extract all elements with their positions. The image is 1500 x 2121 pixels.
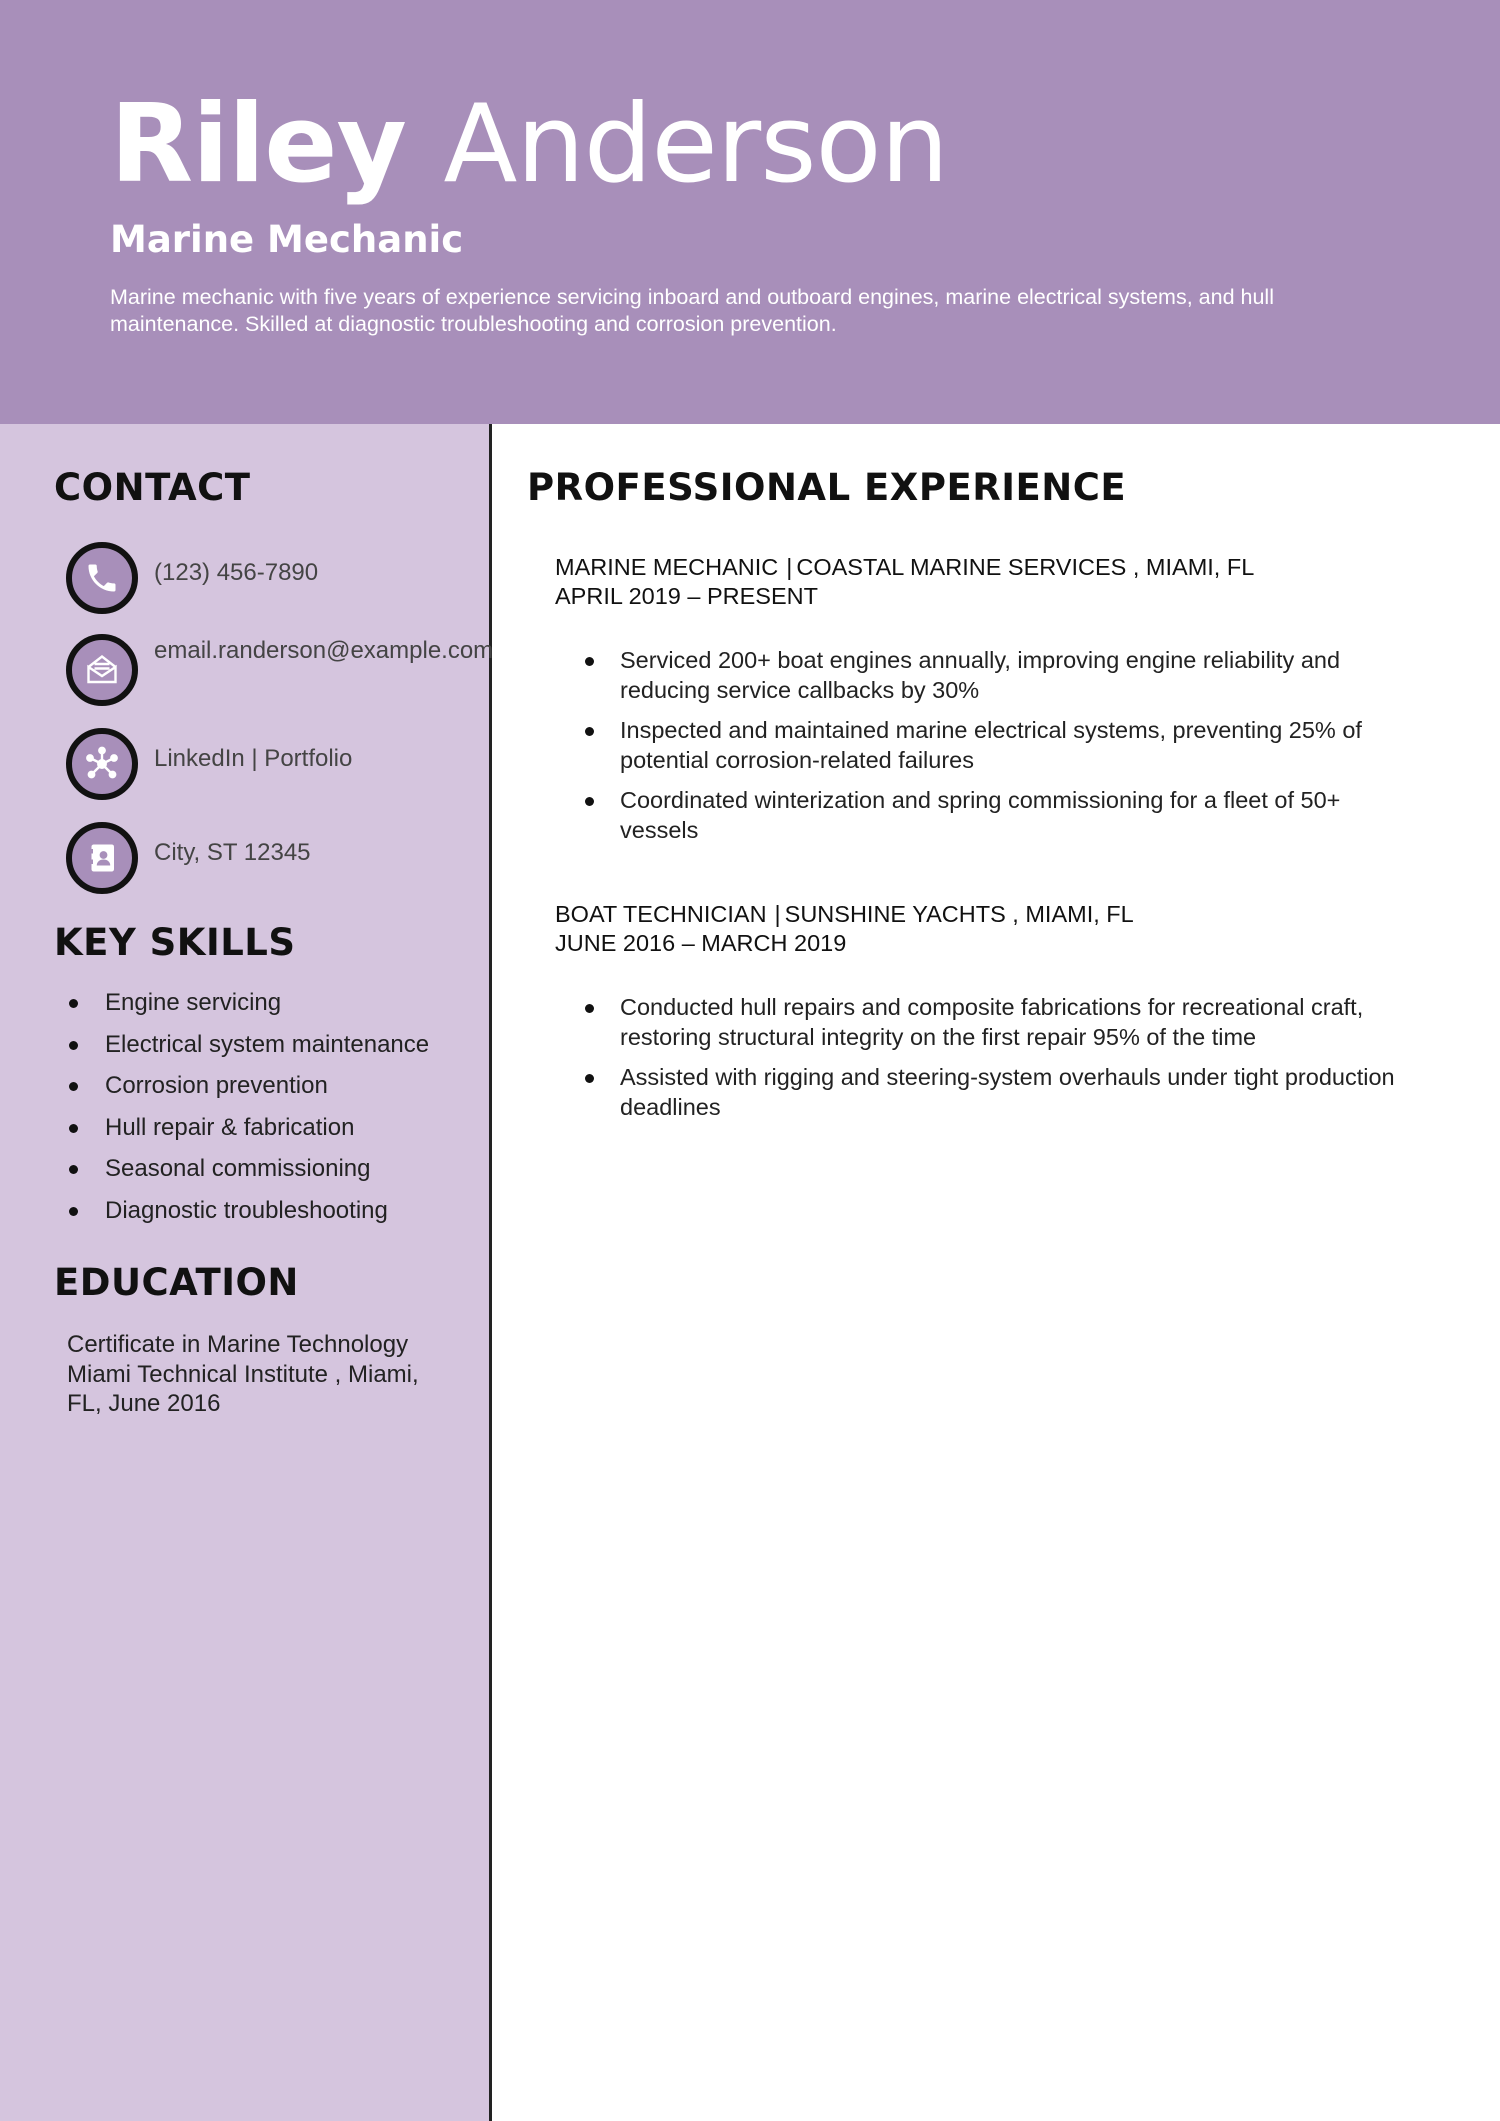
job-bullet: Conducted hull repairs and composite fabrications for recreational craft, restoring structural integrity on the first repair 95% of the time bbox=[580, 993, 1410, 1052]
job-bullet: Assisted with rigging and steering-system overhauls under tight production deadlines bbox=[580, 1063, 1410, 1122]
job-header bbox=[555, 900, 1134, 958]
experience-heading: PROFESSIONAL EXPERIENCE bbox=[527, 466, 1127, 509]
job-bullet: Serviced 200+ boat engines annually, improving engine reliability and reducing service callbacks by 30% bbox=[580, 646, 1410, 705]
skills-heading: KEY SKILLS bbox=[54, 921, 296, 964]
address-text: City, ST 12345 bbox=[154, 839, 311, 866]
job-role: BOAT TECHNICIAN bbox=[555, 901, 767, 927]
skill-item: Engine servicing bbox=[55, 985, 429, 1027]
job-role-line: MARINE MECHANIC | COASTAL MARINE SERVICES , MIAMI, FL bbox=[555, 554, 1255, 580]
job-dates: APRIL 2019 – PRESENT bbox=[555, 583, 818, 609]
job-bullets bbox=[580, 993, 1410, 1133]
candidate-name bbox=[110, 80, 948, 210]
phone-text: (123) 456-7890 bbox=[154, 559, 319, 586]
summary: Marine mechanic with five years of experience servicing inboard and outboard engines, marine electrical systems, and hull maintenance. Skilled at diagnostic troubleshooting and corrosion prevention. bbox=[110, 285, 1274, 336]
header-banner bbox=[0, 0, 1500, 424]
phone-icon bbox=[66, 542, 138, 614]
skill-item: Seasonal commissioning bbox=[55, 1151, 429, 1193]
education-entry: Certificate in Marine Technology Miami Technical Institute , Miami, FL, June 2016 bbox=[67, 1331, 419, 1417]
last-name: Anderson bbox=[443, 82, 948, 207]
skill-item: Electrical system maintenance bbox=[55, 1027, 429, 1069]
job-header bbox=[555, 553, 1254, 611]
education-heading: EDUCATION bbox=[54, 1261, 299, 1304]
contact-heading: CONTACT bbox=[54, 466, 251, 509]
network-icon bbox=[66, 728, 138, 800]
job-role: MARINE MECHANIC bbox=[555, 554, 779, 580]
skill-item: Diagnostic troubleshooting bbox=[55, 1193, 429, 1235]
first-name: Riley bbox=[110, 82, 406, 207]
job-role-line: BOAT TECHNICIAN | SUNSHINE YACHTS , MIAMI, FL bbox=[555, 901, 1134, 927]
job-dates: JUNE 2016 – MARCH 2019 bbox=[555, 930, 847, 956]
skill-item: Hull repair & fabrication bbox=[55, 1110, 429, 1152]
skill-item: Corrosion prevention bbox=[55, 1068, 429, 1110]
job-title: Marine Mechanic bbox=[110, 218, 464, 261]
address-icon bbox=[66, 822, 138, 894]
job-bullet: Inspected and maintained marine electrical systems, preventing 25% of potential corrosion-related failures bbox=[580, 716, 1410, 775]
job-company: SUNSHINE YACHTS , MIAMI, FL bbox=[784, 901, 1134, 927]
skills-list bbox=[55, 985, 429, 1234]
email-text[interactable]: email.randerson@example.com bbox=[154, 637, 494, 664]
sidebar bbox=[0, 424, 492, 2121]
links-text[interactable]: LinkedIn | Portfolio bbox=[154, 745, 353, 772]
email-icon bbox=[66, 634, 138, 706]
job-bullet: Coordinated winterization and spring commissioning for a fleet of 50+ vessels bbox=[580, 786, 1410, 845]
job-company: COASTAL MARINE SERVICES , MIAMI, FL bbox=[796, 554, 1255, 580]
job-bullets bbox=[580, 646, 1410, 856]
